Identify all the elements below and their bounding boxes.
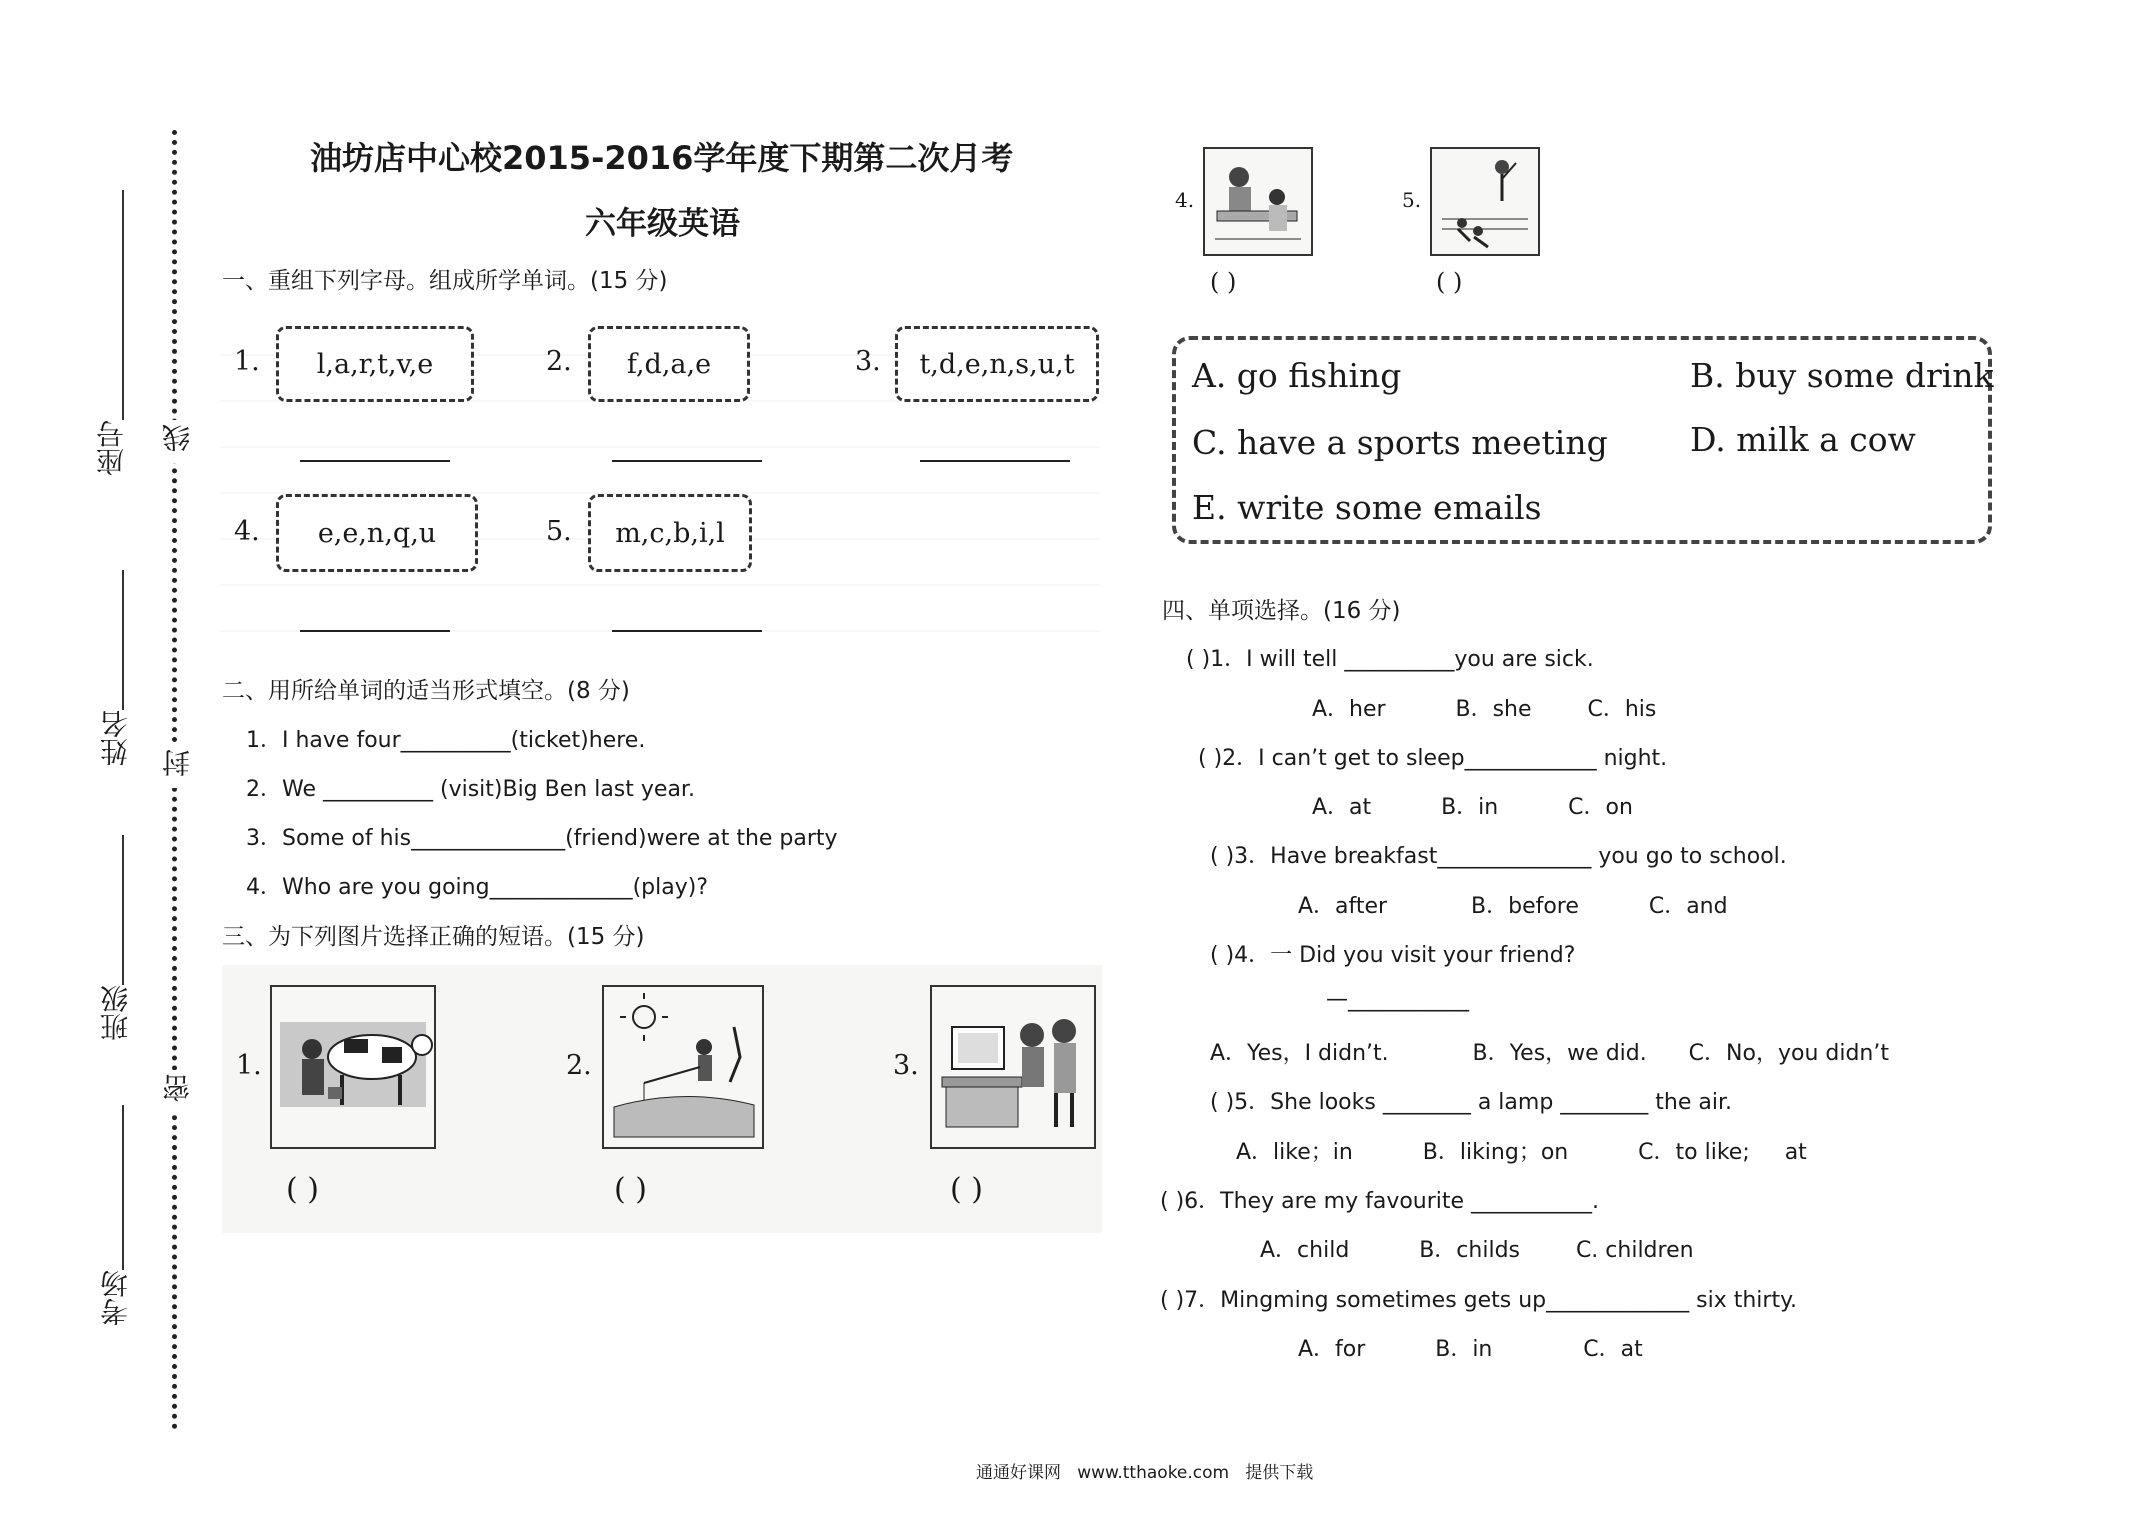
section3-heading: 三、为下列图片选择正确的短语。(15 分): [222, 924, 645, 950]
q7-text: ( )7．Mingming sometimes gets up_____________ six thirty.: [1160, 1288, 1797, 1313]
s3-pic-num-5: 5.: [1402, 188, 1422, 212]
phrase-b: B. buy some drink: [1690, 356, 1994, 395]
secret-mark: [158, 1070, 198, 1113]
seal-mark-text: 封: [161, 749, 194, 777]
cow-milking-picture: [270, 985, 436, 1149]
phrase-e: E. write some emails: [1192, 488, 1542, 527]
buy-drink-illustration: [1205, 149, 1311, 254]
section1-heading: 一、重组下列字母。组成所学单词。(15 分): [222, 268, 668, 294]
computer-illustration: [932, 987, 1094, 1147]
secret-mark-text: 密: [161, 1074, 194, 1102]
q6-options: A．child B．childs C. children: [1260, 1238, 1694, 1263]
s3-pic-num-3: 3.: [893, 1050, 919, 1081]
phrase-d: D. milk a cow: [1690, 420, 1916, 459]
s1-num-2: 2.: [546, 346, 572, 377]
footer-text: 通通好课网 www.tthaoke.com 提供下载: [976, 1463, 1314, 1483]
computer-picture: [930, 985, 1096, 1149]
q4-options: A．Yes，I didn’t. B．Yes，we did. C．No，you didn’t: [1210, 1041, 1889, 1066]
s2-item-3: 3．Some of his______________(friend)were at the party: [246, 826, 838, 851]
buy-drink-picture: [1203, 147, 1313, 256]
q5-text: ( )5．She looks ________ a lamp ________ the air.: [1210, 1090, 1732, 1115]
s2-item-2: 2．We __________ (visit)Big Ben last year.: [246, 777, 695, 802]
q7-options: A．for B．in C．at: [1298, 1337, 1643, 1362]
s1-letters-4: e,e,n,q,u: [276, 494, 478, 572]
s1-answer-line-1[interactable]: [300, 460, 450, 462]
q1-text: ( )1．I will tell __________you are sick.: [1186, 647, 1594, 672]
q4-reply-blank: —___________: [1326, 987, 1469, 1012]
phrase-a: A. go fishing: [1192, 356, 1402, 395]
seat-blank: [122, 190, 124, 420]
section2-heading: 二、用所给单词的适当形式填空。(8 分): [222, 678, 630, 704]
s3-pic-num-1: 1.: [236, 1050, 262, 1081]
phrase-c: C. have a sports meeting: [1192, 423, 1608, 462]
fishing-picture: [602, 985, 764, 1149]
s3-paren-2[interactable]: ( ): [614, 1172, 647, 1207]
class-blank: [122, 835, 124, 985]
s3-pic-num-4: 4.: [1175, 188, 1195, 212]
q3-text: ( )3．Have breakfast______________ you go to school.: [1210, 844, 1787, 869]
room-text: 考场: [99, 1270, 132, 1326]
s1-num-4: 4.: [234, 516, 260, 547]
s2-item-1: 1．I have four__________(ticket)here.: [246, 728, 646, 753]
q4-text: ( )4．一 Did you visit your friend?: [1210, 943, 1576, 968]
q1-options: A．her B．she C．his: [1312, 697, 1657, 722]
room-blank: [122, 1105, 124, 1270]
s1-answer-line-4[interactable]: [300, 630, 450, 632]
seat-text: 座号: [95, 420, 128, 476]
q2-text: ( )2．I can’t get to sleep____________ night.: [1198, 746, 1668, 771]
class-text: 班级: [99, 985, 132, 1041]
s1-num-1: 1.: [234, 346, 260, 377]
s1-answer-line-2[interactable]: [612, 460, 762, 462]
section4-heading: 四、单项选择。(16 分): [1162, 598, 1401, 624]
name-text: 姓名: [99, 710, 132, 766]
cow-milking-illustration: [272, 987, 434, 1147]
page-title: 油坊店中心校2015-2016学年度下期第二次月考: [310, 139, 1014, 177]
seat-label: [96, 420, 128, 483]
sports-meeting-illustration: [1432, 149, 1538, 254]
class-label: [96, 985, 132, 1048]
q2-options: A．at B．in C．on: [1312, 795, 1633, 820]
s1-letters-1: l,a,r,t,v,e: [276, 326, 474, 402]
s1-num-5: 5.: [546, 516, 572, 547]
s1-num-3: 3.: [855, 346, 881, 377]
room-label: [96, 1270, 132, 1333]
q6-text: ( )6．They are my favourite ___________.: [1160, 1189, 1600, 1214]
s3-paren-5[interactable]: ( ): [1436, 268, 1463, 296]
s3-paren-1[interactable]: ( ): [286, 1172, 319, 1207]
line-mark-text: 线: [161, 424, 194, 452]
s1-letters-5: m,c,b,i,l: [588, 494, 752, 572]
s1-letters-3: t,d,e,n,s,u,t: [895, 326, 1099, 402]
s2-item-4: 4．Who are you going_____________(play)?: [246, 875, 709, 900]
s1-answer-line-5[interactable]: [612, 630, 762, 632]
seal-mark: [158, 745, 198, 788]
s1-answer-line-3[interactable]: [920, 460, 1070, 462]
q5-options: A．like；in B．liking；on C．to like; at: [1236, 1140, 1807, 1165]
s3-paren-3[interactable]: ( ): [950, 1172, 983, 1207]
name-label: [96, 710, 132, 773]
sports-meeting-picture: [1430, 147, 1540, 256]
s3-paren-4[interactable]: ( ): [1210, 268, 1237, 296]
name-blank: [122, 570, 124, 710]
s1-letters-2: f,d,a,e: [588, 326, 750, 402]
s3-pic-num-2: 2.: [566, 1050, 592, 1081]
page-subtitle: 六年级英语: [585, 206, 740, 242]
line-mark: [158, 420, 198, 463]
fishing-illustration: [604, 987, 762, 1147]
q3-options: A．after B．before C．and: [1298, 894, 1728, 919]
